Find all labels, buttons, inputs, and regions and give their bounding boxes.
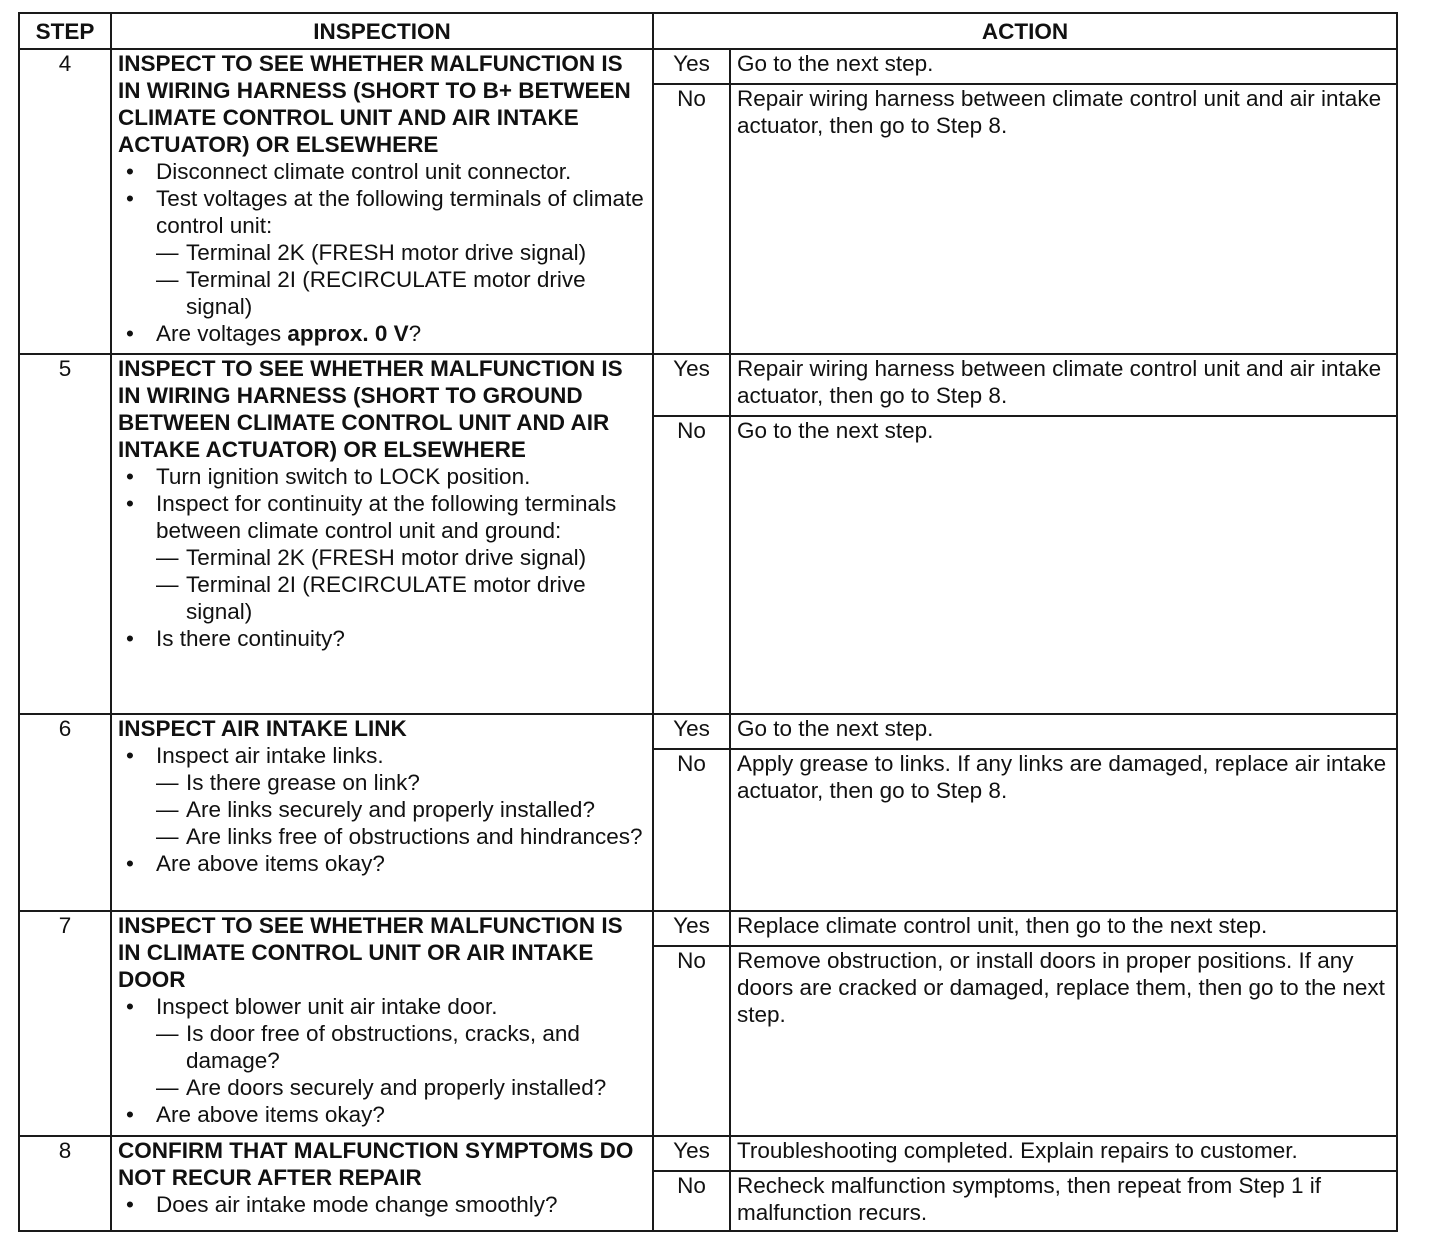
table-row <box>19 911 1397 946</box>
inspection-title: CONFIRM THAT MALFUNCTION SYMPTOMS DO NOT RECUR AFTER REPAIR <box>118 1138 634 1190</box>
inspection-title: INSPECT AIR INTAKE LINK <box>118 716 407 741</box>
list-item-text: Inspect blower unit air intake door. <box>156 994 498 1019</box>
inspection-cell <box>111 911 653 1136</box>
inspection-cell <box>111 714 653 911</box>
list-item-text: Are voltages <box>156 321 288 346</box>
step-number: 8 <box>19 1136 111 1231</box>
yes-label: Yes <box>653 49 730 84</box>
table-row <box>19 49 1397 84</box>
no-action: Go to the next step. <box>730 416 1397 714</box>
inspection-title: INSPECT TO SEE WHETHER MALFUNCTION IS IN WIRING HARNESS (SHORT TO B+ BETWEEN CLIMATE CONTROL UNIT AND AIR INTAKE ACTUATOR) OR ELSEWHERE <box>118 51 631 157</box>
list-item: — Is there grease on link? <box>156 769 646 796</box>
inspection-title: INSPECT TO SEE WHETHER MALFUNCTION IS IN CLIMATE CONTROL UNIT OR AIR INTAKE DOOR <box>118 913 623 992</box>
list-item: • Are above items okay? <box>118 850 646 877</box>
step-number: 7 <box>19 911 111 1136</box>
list-item: — Terminal 2K (FRESH motor drive signal) <box>156 544 646 571</box>
troubleshooting-table <box>18 12 1398 1232</box>
list-item: — Are links securely and properly installed? <box>156 796 646 823</box>
list-item <box>118 490 646 625</box>
list-item-text: Inspect for continuity at the following terminals between climate control unit and ground: <box>156 491 617 543</box>
list-item <box>118 742 646 850</box>
header-step: STEP <box>19 13 111 49</box>
table-row <box>19 1136 1397 1171</box>
bullet-list <box>118 1191 646 1218</box>
list-item: — Are links free of obstructions and hindrances? <box>156 823 646 850</box>
troubleshooting-page <box>18 12 1396 1232</box>
yes-action: Replace climate control unit, then go to the next step. <box>730 911 1397 946</box>
yes-label: Yes <box>653 714 730 749</box>
table-row <box>19 354 1397 416</box>
no-action: Recheck malfunction symptoms, then repeat from Step 1 if malfunction recurs. <box>730 1171 1397 1231</box>
no-label: No <box>653 416 730 714</box>
inspection-cell <box>111 1136 653 1231</box>
dash-list <box>156 769 646 850</box>
yes-label: Yes <box>653 1136 730 1171</box>
dash-list <box>156 544 646 625</box>
list-item-text: Inspect air intake links. <box>156 743 384 768</box>
yes-action: Go to the next step. <box>730 714 1397 749</box>
list-item: • Does air intake mode change smoothly? <box>118 1191 646 1218</box>
list-item: • Is there continuity? <box>118 625 646 652</box>
header-action: ACTION <box>653 13 1397 49</box>
step-number: 4 <box>19 49 111 354</box>
step-number: 5 <box>19 354 111 714</box>
list-item: • Turn ignition switch to LOCK position. <box>118 463 646 490</box>
list-item <box>118 185 646 320</box>
list-item: — Terminal 2K (FRESH motor drive signal) <box>156 239 646 266</box>
list-item: — Are doors securely and properly installed? <box>156 1074 646 1101</box>
yes-action: Troubleshooting completed. Explain repairs to customer. <box>730 1136 1397 1171</box>
list-item-text: ? <box>408 321 422 346</box>
dash-list <box>156 239 646 320</box>
yes-action: Go to the next step. <box>730 49 1397 84</box>
list-item-text: Test voltages at the following terminals of climate control unit: <box>156 186 644 238</box>
list-item <box>118 320 646 347</box>
no-label: No <box>653 84 730 354</box>
no-action: Repair wiring harness between climate control unit and air intake actuator, then go to Step 8. <box>730 84 1397 354</box>
bullet-list <box>118 742 646 877</box>
yes-label: Yes <box>653 911 730 946</box>
table-row <box>19 714 1397 749</box>
no-label: No <box>653 1171 730 1231</box>
header-inspection: INSPECTION <box>111 13 653 49</box>
bullet-list <box>118 993 646 1128</box>
inspection-title: INSPECT TO SEE WHETHER MALFUNCTION IS IN WIRING HARNESS (SHORT TO GROUND BETWEEN CLIMATE CONTROL UNIT AND AIR INTAKE ACTUATOR) OR ELSEWHERE <box>118 356 623 462</box>
list-item: — Is door free of obstructions, cracks, and damage? <box>156 1020 646 1074</box>
inspection-cell <box>111 49 653 354</box>
list-item <box>118 993 646 1101</box>
yes-action: Repair wiring harness between climate control unit and air intake actuator, then go to Step 8. <box>730 354 1397 416</box>
dash-list <box>156 1020 646 1101</box>
step-number: 6 <box>19 714 111 911</box>
no-action: Apply grease to links. If any links are damaged, replace air intake actuator, then go to Step 8. <box>730 749 1397 911</box>
no-label: No <box>653 749 730 911</box>
no-action: Remove obstruction, or install doors in proper positions. If any doors are cracked or damaged, replace them, then go to the next step. <box>730 946 1397 1136</box>
emphasis-text: approx. 0 V <box>287 321 409 346</box>
no-label: No <box>653 946 730 1136</box>
inspection-cell <box>111 354 653 714</box>
yes-label: Yes <box>653 354 730 416</box>
bullet-list <box>118 463 646 652</box>
table-header-row <box>19 13 1397 49</box>
list-item: • Are above items okay? <box>118 1101 646 1128</box>
list-item: • Disconnect climate control unit connector. <box>118 158 646 185</box>
list-item: — Terminal 2I (RECIRCULATE motor drive signal) <box>156 571 646 625</box>
bullet-list <box>118 158 646 347</box>
list-item: — Terminal 2I (RECIRCULATE motor drive signal) <box>156 266 646 320</box>
